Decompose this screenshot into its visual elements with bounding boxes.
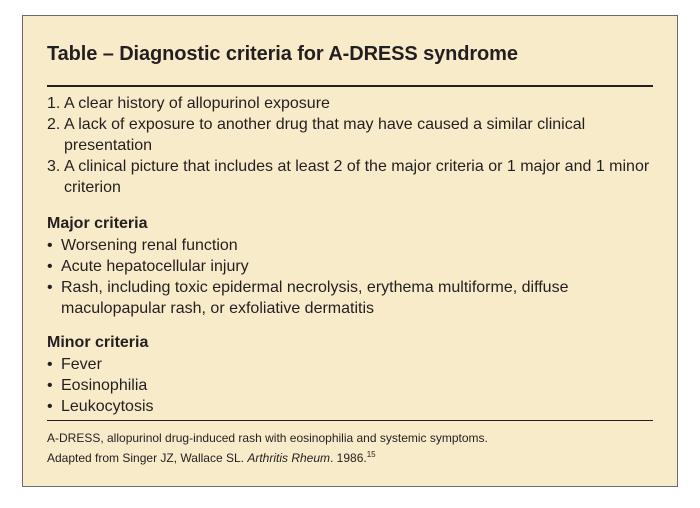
minor-criteria-list [47,354,653,417]
list-item [47,375,653,396]
list-item [47,354,653,375]
bullet-icon: • [47,237,53,254]
abbreviation-note: A-DRESS, allopurinol drug-induced rash with eosinophilia and systemic symptoms. [47,431,488,445]
criteria-item [47,114,653,156]
bullet-icon: • [47,398,53,415]
reference-number: 15 [366,450,376,459]
criteria-table-box [22,15,678,487]
criteria-text: A clear history of allopurinol exposure [64,95,330,112]
list-item-text: Eosinophilia [61,377,148,394]
criteria-number: 3. [47,158,61,175]
criteria-list [47,93,653,198]
criteria-text: A clinical picture that includes at least 2 of the major criteria or 1 major and 1 minor criterion [64,158,650,196]
list-item-text: Rash, including toxic epidermal necrolysis, erythema multiforme, diffuse maculopapular rash, or exfoliative dermatitis [61,279,569,317]
journal-name: Arthritis Rheum [247,451,330,465]
criteria-item [47,156,653,198]
footnote-divider [47,420,653,421]
list-item-text: Fever [61,356,102,373]
criteria-number: 1. [47,95,61,112]
source-note [47,448,653,468]
table-title: Table – Diagnostic criteria for A-DRESS syndrome [47,43,518,65]
bullet-icon: • [47,356,53,373]
bullet-icon: • [47,279,53,296]
criteria-number: 2. [47,116,61,133]
list-item-text: Acute hepatocellular injury [61,258,249,275]
criteria-text: A lack of exposure to another drug that may have caused a similar clinical presentation [64,116,586,154]
bullet-icon: • [47,377,53,394]
list-item [47,277,653,319]
criteria-item [47,93,653,114]
major-criteria-list [47,235,653,319]
footnotes [47,428,653,468]
list-item [47,235,653,256]
minor-criteria-heading: Minor criteria [47,334,149,351]
list-item [47,256,653,277]
bullet-icon: • [47,258,53,275]
list-item-text: Leukocytosis [61,398,154,415]
source-suffix: . 1986. [330,451,367,465]
major-criteria-heading: Major criteria [47,215,148,232]
title-divider [47,85,653,87]
list-item-text: Worsening renal function [61,237,238,254]
list-item [47,396,653,417]
source-prefix: Adapted from Singer JZ, Wallace SL. [47,451,248,465]
